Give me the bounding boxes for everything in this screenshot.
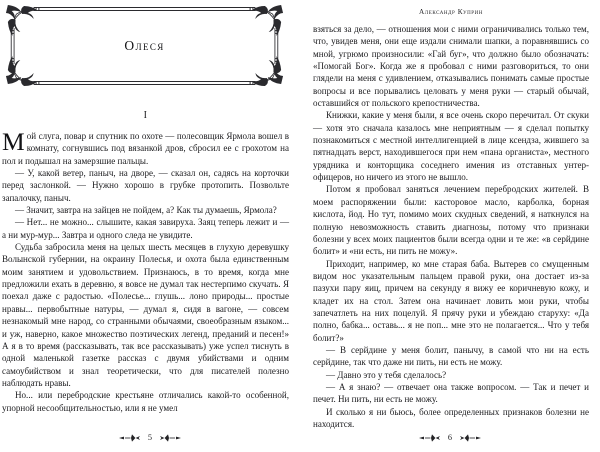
folio-right — [300, 434, 600, 443]
paragraph: — В серйдине у меня болит, панычу, в самой что ни на есть серйдине, так что даже ни пить, ни есть не можу. — [313, 344, 589, 368]
chapter-title-frame — [5, 2, 284, 90]
paragraph: — У, какой ветер, паныч, на дворе, — сказал он, садясь на корточки перед заслонкой. — Нужно хорошо в грубке протопить. Позвольте запалочку, паныч. — [2, 168, 289, 203]
paragraph-dropcap — [2, 127, 289, 167]
folio-flourish-left-icon — [419, 434, 441, 442]
right-page — [300, 0, 600, 452]
chapter-number: I — [143, 110, 148, 121]
folio-flourish-left-icon — [119, 434, 141, 442]
page-number: 5 — [147, 432, 153, 442]
folio-flourish-right-icon — [159, 434, 181, 442]
folio-flourish-right-icon — [459, 434, 481, 442]
paragraph: — Значит, завтра на зайцев не пойдем, а? Как ты думаешь, Ярмола? — [15, 205, 277, 216]
paragraph: взяться за дело, — отношения мои с ними ограничивались только тем, что, увидев меня, они еще издали снимали шапки, а поравнявшись со мной, угрюмо произносили: «Гай буг», что должно было обозначать: «Помогай Бог». Когда же я пробовал с ними разговориться, то они глядели на меня с удивлением, отказывались понимать самые простые вопросы и все порывались целовать у меня руки — старый обычай, оставшийся от польского крепостничества. — [313, 24, 589, 109]
drop-cap: М — [2, 127, 25, 156]
paragraph: — А я знаю? — отвечает она также вопросом. — Так и печет и печет. Ни пить, ни есть не можу. — [313, 381, 589, 405]
running-head-author: Александр Куприн — [419, 8, 483, 16]
paragraph-text: ой слуга, повар и спутник по охоте — полесовщик Ярмола вошел в комнату, согнувшись под вязанкой дров, сбросил ее с грохотом на пол и подышал на замерзшие пальцы. — [2, 131, 289, 166]
book-title: Олеся — [124, 38, 165, 53]
paragraph: Приходит, например, ко мне старая баба. Вытерев со смущенным видом нос указательным пальцем правой руки, она достает из-за пазухи пару яиц, причем на секунду я вижу ее коричневую кожу, и кладет их на стол. Затем она начинает ловить мои руки, чтобы запечатлеть на них поцелуй. Я прячу руки и убеждаю старуху: «Да полно, бабка... оставь... я не поп... мне это не полагается... Что у тебя болит?» — [313, 258, 589, 343]
left-page-body — [2, 127, 289, 414]
paragraph: Судьба забросила меня на целых шесть месяцев в глухую деревушку Волынской губернии, на окраину Полесья, и охота была единственным моим занятием и удовольствием. Признаюсь, в то время, когда мне предложили ехать в деревню, я вовсе не думал так нестерпимо скучать. Я поехал даже с радостью. «Полесье... глушь... лоно природы... простые нравы... первобытные натуры, — думал я, сидя в вагоне, — совсем незнакомый мне народ, со странными обычаями, своеобразным языком... и уж, наверно, какое множество поэтических легенд, преданий и песен!» А я в то время (рассказывать, так все рассказывать) уже успел тиснуть в одной маленькой газетке рассказ с двумя убийствами и одним самоубийством и знал теоретически, что для писателей полезно наблюдать нравы. — [2, 242, 289, 388]
paragraph: И сколько я ни бьюсь, более определенных признаков болезни не находится. — [313, 406, 589, 429]
page-number: 6 — [447, 432, 453, 442]
paragraph: Книжки, какие у меня были, я все очень скоро перечитал. От скуки — хотя это сначала казалось мне неприятным — я сделал попытку познакомиться с местной интеллигенцией в лице ксендза, жившего за пятнадцать верст, находившегося при нем «пана органиста», местного урядника и конторщика соседнего имения из отставных унтер-офицеров, но ничего из этого не вышло. — [313, 110, 589, 183]
paragraph: — Давно это у тебя сделалось? — [326, 369, 447, 380]
right-page-body — [313, 23, 589, 430]
paragraph: — Нет... не можно... слышите, какая завируха. Заяц теперь лежит и — а ни мур-мур... Завтра и одного следа не увидите. — [2, 217, 289, 240]
folio-left — [0, 434, 300, 443]
paragraph: Но... или перебродские крестьяне отличались какой-то особенной, упорной несообщительностью, или я не умел — [2, 390, 289, 413]
paragraph: Потом я пробовал заняться лечением перебродских жителей. В моем распоряжении были: касторовое масло, карболка, борная кислота, йод. Но тут, помимо моих скудных сведений, я наткнулся на полную невозможность ставить диагнозы, потому что признаки болезни у всех моих пациентов были всегда одни и те же: «в серйдине болит» и «ни есть, ни пить не можу». — [313, 184, 589, 257]
